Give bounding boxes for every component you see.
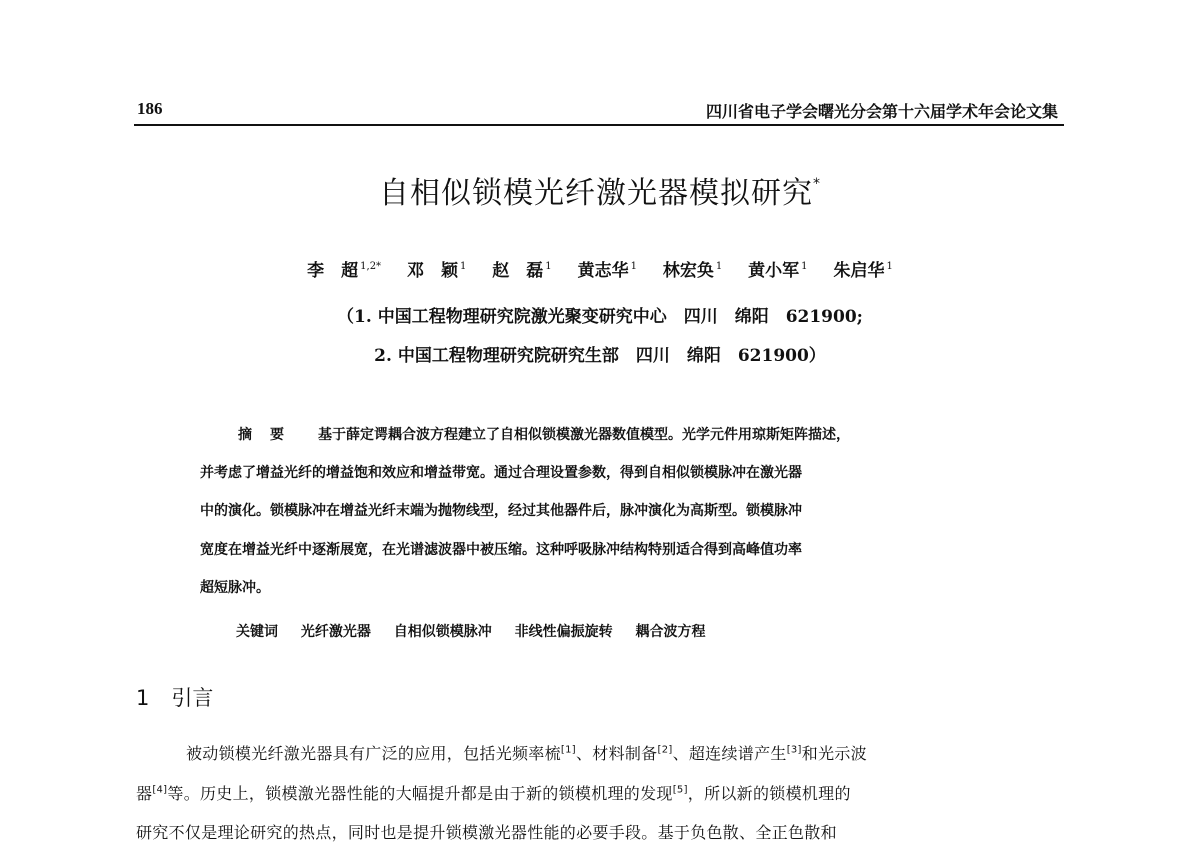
abstract-line: [238, 424, 1048, 444]
author-list: [0, 256, 1200, 281]
author: [307, 261, 381, 281]
abstract-line: 并考虑了增益光纤的增益饱和效应和增益带宽。通过合理设置参数，得到自相似锁模脉冲在激光器: [200, 465, 802, 481]
author-affiliation-mark: 1: [545, 261, 552, 273]
citation: [1]: [560, 744, 576, 756]
citation: [2]: [657, 744, 673, 756]
abstract-line: 中的演化。锁模脉冲在增益光纤末端为抛物线型，经过其他器件后，脉冲演化为高斯型。锁模脉冲: [200, 503, 802, 519]
author-name: 朱启华: [833, 261, 885, 281]
section-number: 1: [136, 686, 150, 710]
author-affiliation-mark: 1: [459, 261, 467, 273]
keyword: 非线性偏振旋转: [514, 624, 613, 640]
citation: [4]: [152, 784, 168, 796]
author: [407, 261, 466, 281]
title-footnote-mark: *: [813, 176, 821, 192]
author-name: 赵 磊: [492, 261, 544, 281]
citation: [5]: [672, 784, 688, 796]
journal-title: 四川省电子学会曙光分会第十六届学术年会论文集: [705, 104, 1058, 121]
body-text: 和光示波: [801, 744, 867, 763]
body-paragraph-line: [186, 741, 1116, 764]
body-paragraph-line: [136, 781, 1066, 804]
abstract-line: 宽度在增益光纤中逐渐展宽，在光谱滤波器中被压缩。这种呼吸脉冲结构特别适合得到高峰值功率: [200, 542, 802, 558]
author-affiliation-mark: 1,2*: [360, 261, 382, 273]
body-text: 器: [136, 784, 153, 803]
paper-title: [0, 168, 1200, 212]
author: [492, 261, 551, 281]
keywords-label: 关键词: [236, 624, 278, 640]
author-name: 邓 颖: [406, 261, 458, 281]
keyword: 光纤激光器: [300, 624, 371, 640]
affiliation-1: （1. 中国工程物理研究院激光聚变研究中心 四川 绵阳 621900;: [337, 307, 863, 327]
author-affiliation-mark: 1: [886, 261, 893, 273]
section-title: 引言: [171, 686, 214, 710]
author-name: 李 超: [307, 261, 359, 281]
body-paragraph-line: 研究不仅是理论研究的热点，同时也是提升锁模激光器性能的必要手段。基于负色散、全正色散和: [136, 823, 837, 842]
body-text: 、材料制备: [575, 744, 658, 763]
page-number: 186: [137, 99, 163, 118]
author-affiliation-mark: 1: [630, 261, 637, 273]
author-affiliation-mark: 1: [715, 261, 723, 273]
author: [578, 261, 637, 281]
author-name: 林宏奂: [662, 261, 714, 281]
author-name: 黄志华: [577, 261, 629, 281]
author: [833, 261, 892, 281]
keyword: 自相似锁模脉冲: [393, 624, 492, 640]
body-text: 被动锁模光纤激光器具有广泛的应用，包括光频率梳: [186, 744, 561, 763]
section-heading: [136, 682, 213, 712]
keywords: [236, 621, 724, 641]
author: [748, 261, 807, 281]
author: [663, 261, 722, 281]
citation: [3]: [786, 744, 802, 756]
running-header: [134, 96, 1064, 126]
body-text: ，所以新的锁模机理的: [687, 784, 851, 803]
abstract-text: 基于薛定谔耦合波方程建立了自相似锁模激光器数值模型。光学元件用琼斯矩阵描述，: [318, 427, 850, 443]
affiliation-2: 2. 中国工程物理研究院研究生部 四川 绵阳 621900）: [374, 346, 826, 366]
author-affiliation-mark: 1: [801, 261, 808, 273]
body-text: 、超连续谱产生: [672, 744, 787, 763]
author-name: 黄小军: [748, 261, 800, 281]
keyword: 耦合波方程: [635, 624, 706, 640]
abstract-line: 超短脉冲。: [200, 580, 270, 596]
abstract-label: 摘要: [238, 427, 302, 443]
paper-title-text: 自相似锁模光纤激光器模拟研究: [379, 176, 813, 211]
body-text: 等。历史上，锁模激光器性能的大幅提升都是由于新的锁模机理的发现: [167, 784, 673, 803]
